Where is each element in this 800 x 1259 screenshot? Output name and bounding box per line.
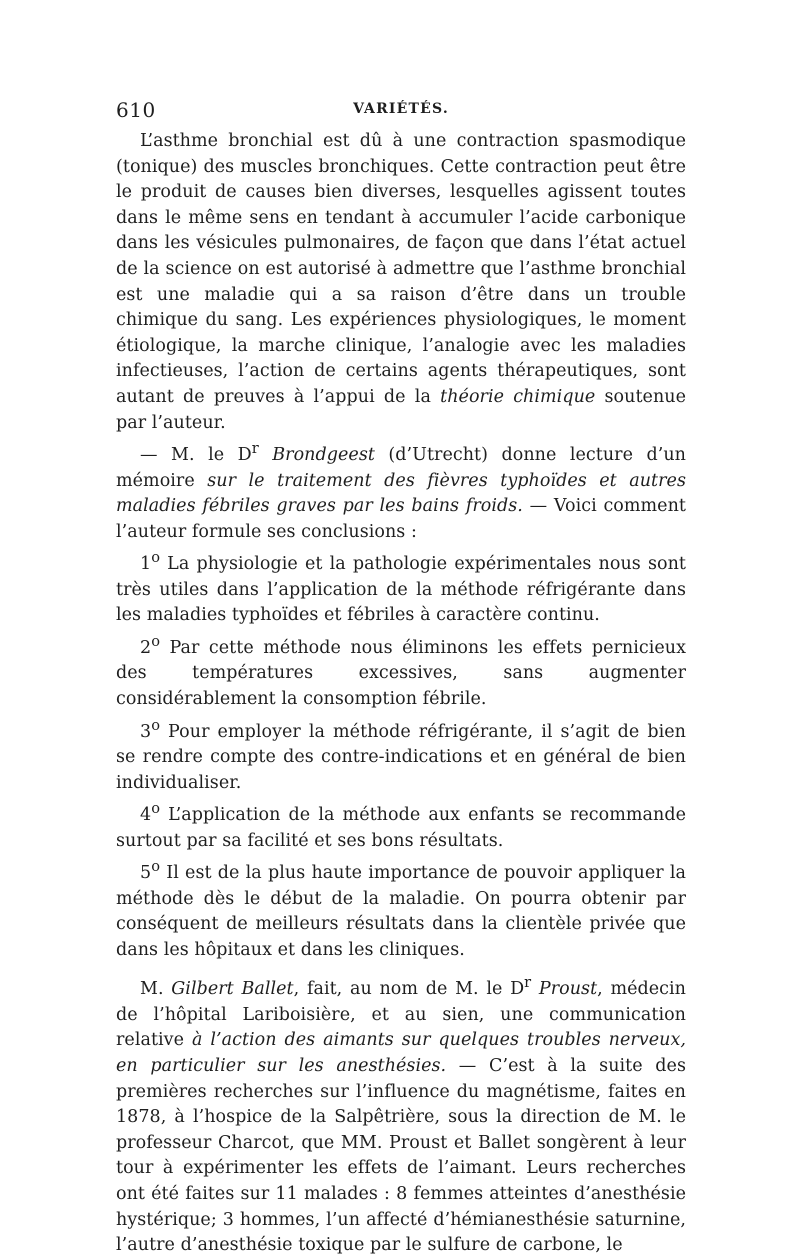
emphasis-theory: théorie chimique	[440, 386, 596, 407]
author-name: Gilbert Ballet	[171, 979, 294, 1000]
page-number: 610	[116, 98, 156, 122]
conclusion-5: 5$^o$ Il est de la plus haute importance de pouvoir appliquer la méthode dès le début de la maladie. On pourra obtenir par conséquent de meilleurs résultats dans la clientèle privée que dans les hôpitaux et dans les cliniques.	[116, 858, 686, 960]
paragraph-brondgeest: — M. le $D^r$ Brondgeest (d’Utrecht) donne lecture d’un mémoire sur le traitement des fièvres typhoïdes et autres maladies fébriles graves par les bains froids. — Voici comment l’auteur formule ses conclusions :	[116, 440, 686, 542]
author-name: Proust	[531, 979, 598, 1000]
body-text	[116, 129, 686, 1259]
conclusion-4: 4$^o$ L’application de la méthode aux enfants se recommande surtout par sa facilité et ses bons résultats.	[116, 800, 686, 851]
running-head	[116, 98, 686, 126]
communication-title: à l’action des aimants sur quelques troubles nerveux, en particulier sur les anesthésies.	[116, 1030, 686, 1076]
author-name: Brondgeest	[258, 444, 375, 465]
running-head-title: VARIÉTÉS.	[353, 101, 449, 117]
conclusion-1: 1$^o$ La physiologie et la pathologie expérimentales nous sont très utiles dans l’application de la méthode réfrigérante dans les maladies typhoïdes et fébriles à caractère continu.	[116, 549, 686, 626]
paragraph-ballet: M. Gilbert Ballet, fait, au nom de M. le $D^r$ Proust, médecin de l’hôpital Lariboisière, et au sien, une communication relative à l’action des aimants sur quelques troubles nerveux, en particulier sur les anesthésies. — C’est à la suite des premières recherches sur l’influence du magnétisme, faites en 1878, à l’hospice de la Salpêtrière, sous la direction de M. le professeur Charcot, que MM. Proust et Ballet songèrent à leur tour à expérimenter les effets de l’aimant. Leurs recherches ont été faites sur 11 malades : 8 femmes atteintes d’anesthésie hystérique; 3 hommes, l’un affecté d’hémianesthésie saturnine, l’autre d’anesthésie toxique par le sulfure de carbone, le	[116, 974, 686, 1256]
memoir-title: sur le traitement des fièvres typhoïdes et autres maladies fébriles graves par les bains froids.	[116, 470, 686, 517]
conclusion-2: 2$^o$ Par cette méthode nous éliminons les effets pernicieux des températures excessives, sans augmenter considérablement la consomption fébrile.	[116, 632, 686, 709]
conclusion-3: 3$^o$ Pour employer la méthode réfrigérante, il s’agit de bien se rendre compte des contre-indications et en général de bien individualiser.	[116, 716, 686, 793]
paragraph-asthma: L’asthme bronchial est dû à une contraction spasmodique (tonique) des muscles bronchiques. Cette contraction peut être le produit de causes bien diverses, lesquelles agissent toutes dans le même sens en tendant à accumuler l’acide carbonique dans les vésicules pulmonaires, de façon que dans l’état actuel de la science on est autorisé à admettre que l’asthme bronchial est une maladie qui a sa raison d’être dans un trouble chimique du sang. Les expériences physiologiques, le moment étiologique, la marche clinique, l’analogie avec les maladies infectieuses, l’action de certains agents thérapeutiques, sont autant de preuves à l’appui de la théorie chimique soutenue par l’auteur.	[116, 131, 686, 433]
